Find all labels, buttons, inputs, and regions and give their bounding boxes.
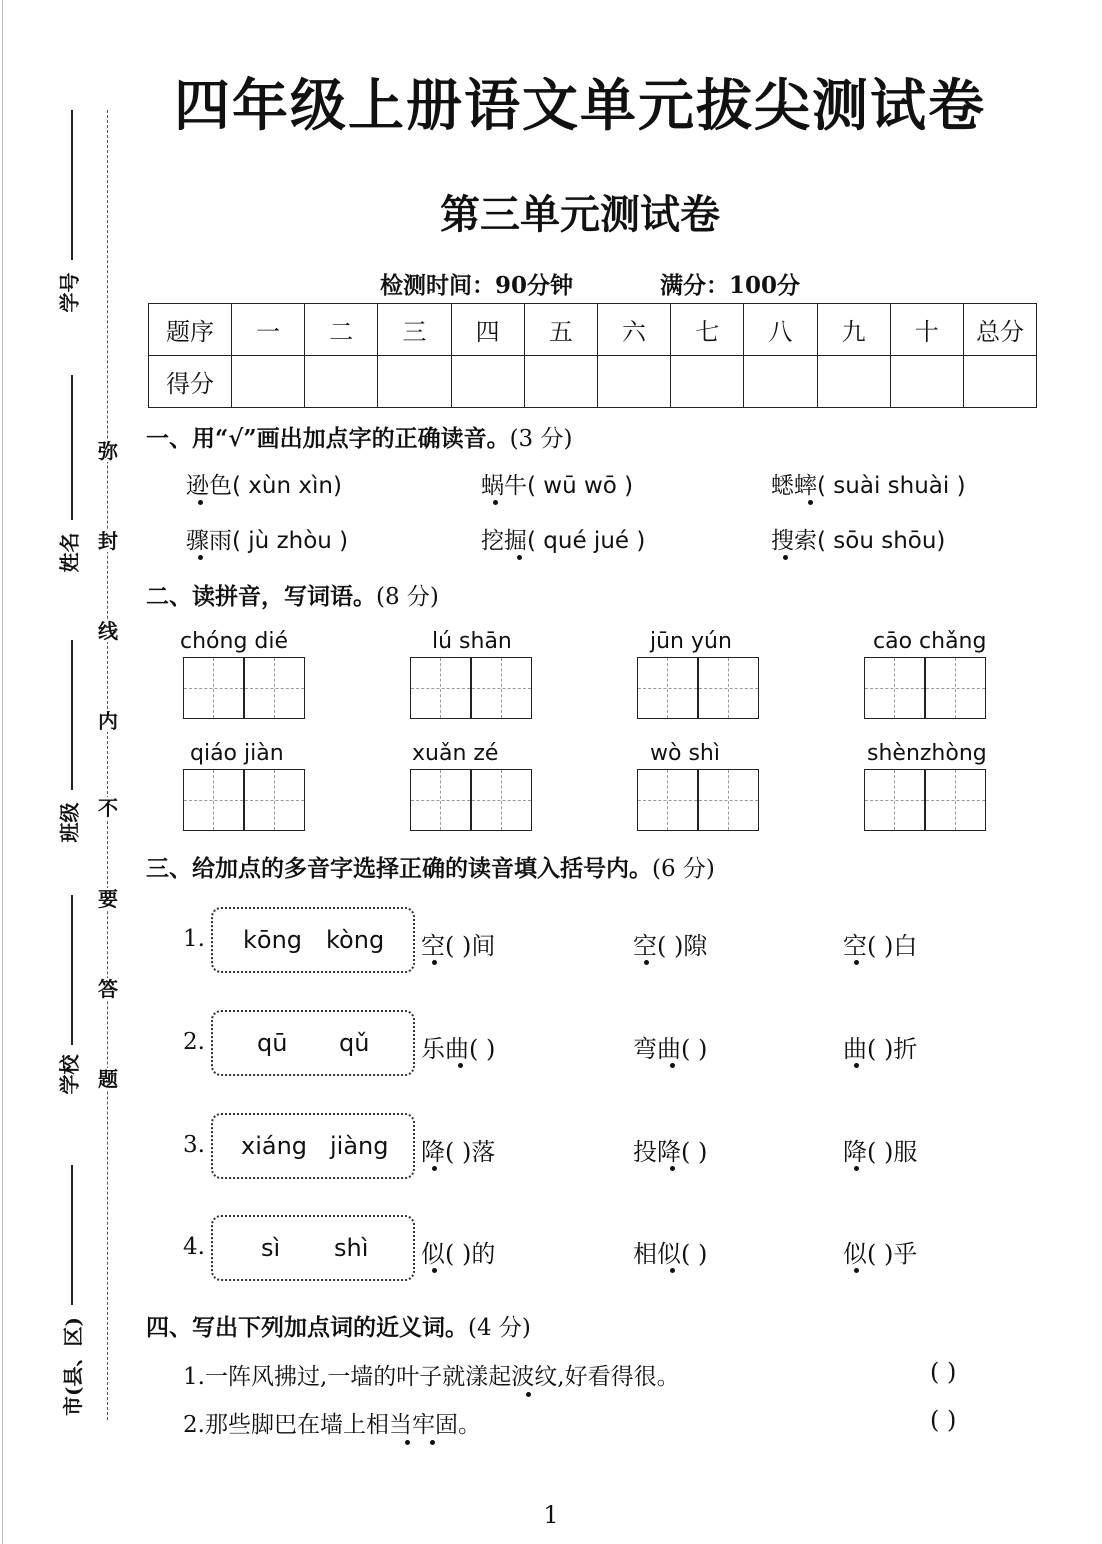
item-word: 搜索 bbox=[771, 528, 817, 554]
score-input-cell[interactable] bbox=[305, 356, 378, 408]
table-cell: 四 bbox=[451, 304, 524, 356]
emphasis-dot bbox=[644, 960, 649, 965]
fill-blank[interactable]: 似( )的 bbox=[421, 1240, 496, 1268]
table-cell: 九 bbox=[817, 304, 890, 356]
pinyin-option: kōng bbox=[243, 926, 303, 954]
item-options[interactable]: ( suài shuài ) bbox=[817, 473, 966, 499]
fill-blank[interactable]: 空( )白 bbox=[843, 932, 918, 960]
item-options[interactable]: ( sōu shōu) bbox=[817, 528, 946, 554]
class-label: 班级 bbox=[57, 802, 82, 843]
score-input-cell[interactable] bbox=[964, 356, 1037, 408]
score-input-cell[interactable] bbox=[671, 356, 744, 408]
emphasis-dot bbox=[458, 1063, 463, 1068]
table-cell: 六 bbox=[597, 304, 670, 356]
class-line bbox=[71, 640, 73, 790]
pinyin-label: qiáo jiàn bbox=[190, 741, 284, 766]
table-cell: 得分 bbox=[149, 356, 232, 408]
writing-grid[interactable] bbox=[637, 769, 759, 831]
table-cell: 七 bbox=[671, 304, 744, 356]
item-options[interactable]: ( wū wō ) bbox=[527, 473, 634, 499]
fill-blank[interactable]: 乐曲( ) bbox=[421, 1035, 496, 1063]
exam-title: 四年级上册语文单元拔尖测试卷 bbox=[174, 73, 986, 139]
pinyin-option: qū bbox=[257, 1029, 288, 1057]
pinyin-label: wò shì bbox=[650, 741, 720, 766]
emphasis-dot bbox=[432, 1268, 437, 1273]
writing-grid[interactable] bbox=[637, 657, 759, 719]
pinyin-label: cāo chǎng bbox=[873, 629, 987, 654]
item-number: 3. bbox=[183, 1132, 205, 1158]
item-options[interactable]: ( xùn xìn) bbox=[232, 473, 342, 499]
pinyin-option: xiáng bbox=[241, 1132, 308, 1160]
score-input-cell[interactable] bbox=[378, 356, 451, 408]
pinyin-option-box bbox=[211, 1215, 415, 1281]
emphasis-dot bbox=[670, 1166, 675, 1171]
seal-char: 要 bbox=[98, 887, 118, 911]
school-label: 学校 bbox=[57, 1054, 82, 1095]
score-table-score-row bbox=[149, 356, 1037, 408]
pinyin-option: shì bbox=[334, 1234, 369, 1262]
question-item bbox=[771, 467, 966, 500]
score-input-cell[interactable] bbox=[744, 356, 817, 408]
item-number: 1. bbox=[183, 926, 205, 952]
table-cell: 题序 bbox=[149, 304, 232, 356]
emphasis-dot bbox=[783, 555, 788, 560]
section-4-heading bbox=[146, 1309, 531, 1342]
item-options[interactable]: ( jù zhòu ) bbox=[232, 528, 349, 554]
fill-blank[interactable]: 降( )服 bbox=[843, 1138, 918, 1166]
school-line bbox=[71, 895, 73, 1045]
emphasis-dot bbox=[198, 500, 203, 505]
student-id-label: 学号 bbox=[57, 272, 82, 313]
section-3-heading bbox=[146, 850, 715, 883]
emphasis-dot bbox=[854, 960, 859, 965]
section-2-heading bbox=[146, 578, 439, 611]
fill-blank[interactable]: 似( )乎 bbox=[843, 1240, 918, 1268]
emphasis-dot bbox=[493, 500, 498, 505]
emphasis-dot bbox=[526, 1392, 531, 1397]
item-word: 挖掘 bbox=[481, 528, 527, 554]
time-limit: 检测时间：90分钟 bbox=[380, 272, 574, 299]
writing-grid[interactable] bbox=[183, 769, 305, 831]
table-cell: 五 bbox=[524, 304, 597, 356]
question-item bbox=[186, 522, 348, 555]
score-input-cell[interactable] bbox=[817, 356, 890, 408]
city-label: 市(县、区) bbox=[60, 1317, 85, 1416]
section-title: 一、用“√”画出加点字的正确读音。 bbox=[146, 425, 510, 452]
question-item bbox=[186, 467, 342, 500]
emphasis-dot bbox=[854, 1166, 859, 1171]
question-item bbox=[481, 522, 645, 555]
answer-blank[interactable]: ( ) bbox=[930, 1406, 957, 1434]
table-cell: 二 bbox=[305, 304, 378, 356]
section-points: (6 分) bbox=[652, 856, 715, 882]
emphasis-dot bbox=[670, 1063, 675, 1068]
fill-blank[interactable]: 降( )落 bbox=[421, 1138, 496, 1166]
writing-grid[interactable] bbox=[864, 769, 986, 831]
table-cell: 八 bbox=[744, 304, 817, 356]
seal-char: 封 bbox=[98, 529, 118, 553]
item-word: 骤雨 bbox=[186, 528, 232, 554]
pinyin-label: lú shān bbox=[432, 629, 512, 654]
question-item bbox=[481, 467, 633, 500]
seal-char: 答 bbox=[98, 977, 118, 1001]
item-word: 逊色 bbox=[186, 473, 232, 499]
emphasis-dot bbox=[430, 1440, 435, 1445]
pinyin-label: jūn yún bbox=[650, 629, 732, 654]
writing-grid[interactable] bbox=[410, 769, 532, 831]
emphasis-dot bbox=[854, 1268, 859, 1273]
emphasis-dot bbox=[854, 1063, 859, 1068]
pinyin-option: sì bbox=[261, 1234, 281, 1262]
seal-char: 题 bbox=[98, 1067, 118, 1091]
section-1-heading bbox=[146, 420, 572, 453]
fill-blank[interactable]: 曲( )折 bbox=[843, 1035, 918, 1063]
seal-char: 线 bbox=[98, 619, 118, 643]
pinyin-label: chóng dié bbox=[180, 629, 289, 654]
writing-grid[interactable] bbox=[183, 657, 305, 719]
fill-blank[interactable]: 弯曲( ) bbox=[633, 1035, 708, 1063]
item-number: 2. bbox=[183, 1029, 205, 1055]
writing-grid[interactable] bbox=[410, 657, 532, 719]
question-sentence: 1.一阵风拂过,一墙的叶子就漾起波纹,好看得很。 bbox=[183, 1364, 680, 1390]
pinyin-option: kòng bbox=[326, 926, 385, 954]
score-input-cell[interactable] bbox=[451, 356, 524, 408]
fill-blank[interactable]: 投降( ) bbox=[633, 1138, 708, 1166]
item-word: 蟋蟀 bbox=[771, 473, 817, 499]
pinyin-option-box bbox=[211, 907, 415, 973]
full-score: 满分：100分 bbox=[660, 272, 801, 299]
pinyin-option-box bbox=[211, 1010, 415, 1076]
name-line bbox=[71, 375, 73, 520]
writing-grid[interactable] bbox=[864, 657, 986, 719]
seal-char: 弥 bbox=[98, 439, 118, 463]
section-points: (3 分) bbox=[509, 426, 573, 452]
table-cell: 三 bbox=[378, 304, 451, 356]
fill-blank[interactable]: 相似( ) bbox=[633, 1240, 708, 1268]
item-options[interactable]: ( qué jué ) bbox=[527, 528, 646, 554]
score-input-cell[interactable] bbox=[597, 356, 670, 408]
question-sentence: 2.那些脚巴在墙上相当牢固。 bbox=[183, 1412, 481, 1438]
fill-blank[interactable]: 空( )间 bbox=[421, 932, 496, 960]
item-word: 蜗牛 bbox=[481, 473, 527, 499]
question-item bbox=[771, 522, 945, 555]
page-number: 1 bbox=[543, 1501, 559, 1529]
section-title: 二、读拼音，写词语。 bbox=[146, 583, 376, 610]
emphasis-dot bbox=[405, 1440, 410, 1445]
section-points: (8 分) bbox=[376, 584, 439, 610]
answer-blank[interactable]: ( ) bbox=[930, 1358, 957, 1386]
emphasis-dot bbox=[808, 500, 813, 505]
emphasis-dot bbox=[432, 1166, 437, 1171]
pinyin-option: jiàng bbox=[330, 1132, 389, 1160]
table-cell: 一 bbox=[232, 304, 305, 356]
table-cell: 总分 bbox=[964, 304, 1037, 356]
section-points: (4 分) bbox=[468, 1315, 531, 1341]
city-line bbox=[71, 1165, 73, 1305]
score-table-header-row bbox=[149, 304, 1037, 356]
emphasis-dot bbox=[198, 555, 203, 560]
score-input-cell[interactable] bbox=[232, 356, 305, 408]
fill-blank[interactable]: 空( )隙 bbox=[633, 932, 708, 960]
score-input-cell[interactable] bbox=[524, 356, 597, 408]
emphasis-dot bbox=[517, 555, 522, 560]
pinyin-label: xuǎn zé bbox=[412, 741, 499, 766]
score-input-cell[interactable] bbox=[890, 356, 963, 408]
score-table bbox=[148, 303, 1037, 408]
exam-subtitle: 第三单元测试卷 bbox=[440, 191, 720, 238]
pinyin-option: qǔ bbox=[339, 1029, 370, 1057]
table-cell: 十 bbox=[890, 304, 963, 356]
emphasis-dot bbox=[432, 960, 437, 965]
name-label: 姓名 bbox=[57, 532, 82, 573]
pinyin-label: shènzhòng bbox=[867, 741, 987, 766]
seal-char: 不 bbox=[98, 796, 118, 820]
section-title: 三、给加点的多音字选择正确的读音填入括号内。 bbox=[146, 855, 652, 882]
item-number: 4. bbox=[183, 1234, 205, 1260]
emphasis-dot bbox=[670, 1268, 675, 1273]
section-title: 四、写出下列加点词的近义词。 bbox=[146, 1314, 468, 1341]
seal-dashed-line bbox=[107, 110, 108, 1420]
seal-char: 内 bbox=[98, 709, 118, 733]
